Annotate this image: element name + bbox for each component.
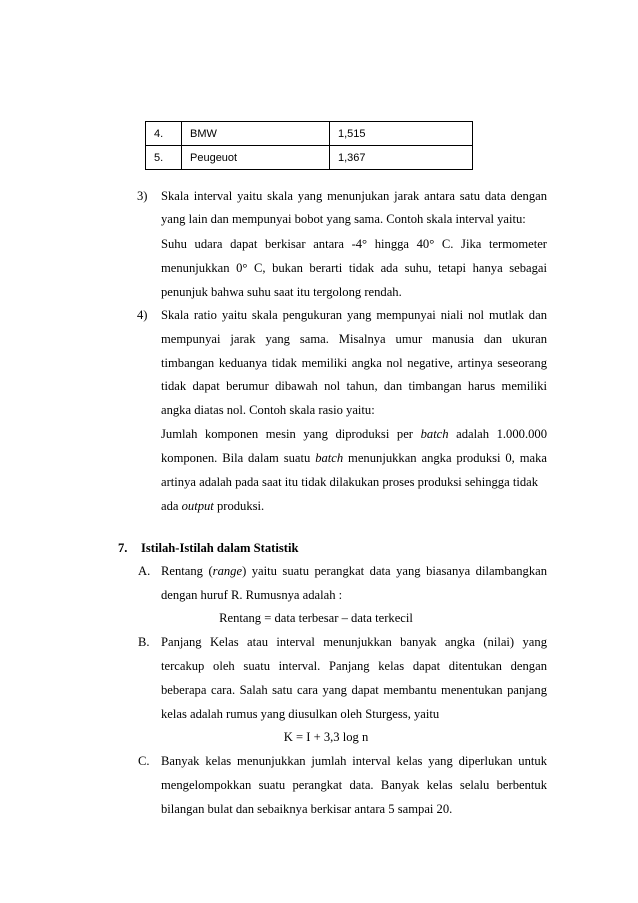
paragraph-line: tidak dapat berumur dibawah nol tahun, dan timbangan harus memiliki [161,379,547,393]
paragraph-line: bilangan bulat dan sebaiknya berkisar antara 5 sampai 20. [161,802,453,816]
italic-term: output [181,499,214,513]
paragraph-line: angka diatas nol. Contoh skala rasio yaitu: [161,403,375,417]
table-row [146,122,473,146]
value-cell: 1,515 [330,122,473,146]
paragraph-line: kelas adalah rumus yang diusulkan oleh Sturgess, yaitu [161,707,440,721]
paragraph-line: timbangan keduanya tidak memiliki angka nol negative, artinya seseorang [161,356,547,370]
example-line [161,450,547,466]
italic-term: batch [420,427,449,441]
example-line [161,426,547,442]
brand-cell: BMW [182,122,330,146]
example-line: artinya adalah pada saat itu tidak dilakukan proses produksi sehingga tidak [161,475,539,489]
paragraph-line: menunjukkan 0° C, bukan berarti tidak ada suhu, tetapi hanya sebagai [161,261,547,275]
text-run: adalah 1.000.000 [448,427,547,441]
value-cell: 1,367 [330,146,473,170]
brand-value-table [145,121,473,170]
italic-term: range [212,564,243,578]
list-marker-C: C. [138,754,150,768]
paragraph-line: Suhu udara dapat berkisar antara -4° hingga 40° C. Jika termometer [161,237,547,251]
paragraph-line: beberapa cara. Salah satu cara yang dapat membantu menentukan panjang [161,683,547,697]
paragraph-line: mengelompokkan suatu perangkat data. Banyak kelas selalu berbentuk [161,778,547,792]
section-title: Istilah-Istilah dalam Statistik [141,541,299,555]
list-marker-A: A. [138,564,151,578]
row-number: 4. [146,122,182,146]
text-run: Jumlah komponen mesin yang diproduksi per [161,427,421,441]
paragraph-line: Panjang Kelas atau interval menunjukkan banyak angka (nilai) yang [161,635,547,649]
list-marker-4: 4) [137,308,148,322]
sturgess-formula: K = I + 3,3 log n [283,730,369,744]
italic-term: batch [315,451,344,465]
range-formula: Rentang = data terbesar – data terkecil [219,611,413,625]
text-run: komponen. Bila dalam suatu [161,451,316,465]
paragraph-line: Skala interval yaitu skala yang menunjukan jarak antara satu data dengan [161,189,547,203]
text-run: produksi. [213,499,265,513]
row-number: 5. [146,146,182,170]
section-number: 7. [118,541,128,555]
paragraph-line: dengan huruf R. Rumusnya adalah : [161,588,343,602]
paragraph-line: Skala ratio yaitu skala pengukuran yang mempunyai niali nol mutlak dan [161,308,547,322]
brand-cell: Peugeuot [182,146,330,170]
paragraph-line [161,563,547,579]
table-row [146,146,473,170]
paragraph-line: penunjuk bahwa suhu saat itu tergolong rendah. [161,285,402,299]
paragraph-line: Banyak kelas menunjukkan jumlah interval kelas yang diperlukan untuk [161,754,547,768]
paragraph-line: mempunyai jarak yang sama. Misalnya umur manusia dan ukuran [161,332,547,346]
paragraph-line: tercakup oleh suatu interval. Panjang kelas dapat ditentukan dengan [161,659,547,673]
list-marker-B: B. [138,635,150,649]
list-marker-3: 3) [137,189,148,203]
example-line [161,498,264,514]
text-run: ada [161,499,182,513]
text-run: ) yaitu suatu perangkat data yang biasanya dilambangkan [242,564,547,578]
text-run: Rentang ( [161,564,213,578]
text-run: menunjukkan angka produksi 0, maka [343,451,547,465]
paragraph-line: yang lain dan mempunyai bobot yang sama. Contoh skala interval yaitu: [161,212,526,226]
